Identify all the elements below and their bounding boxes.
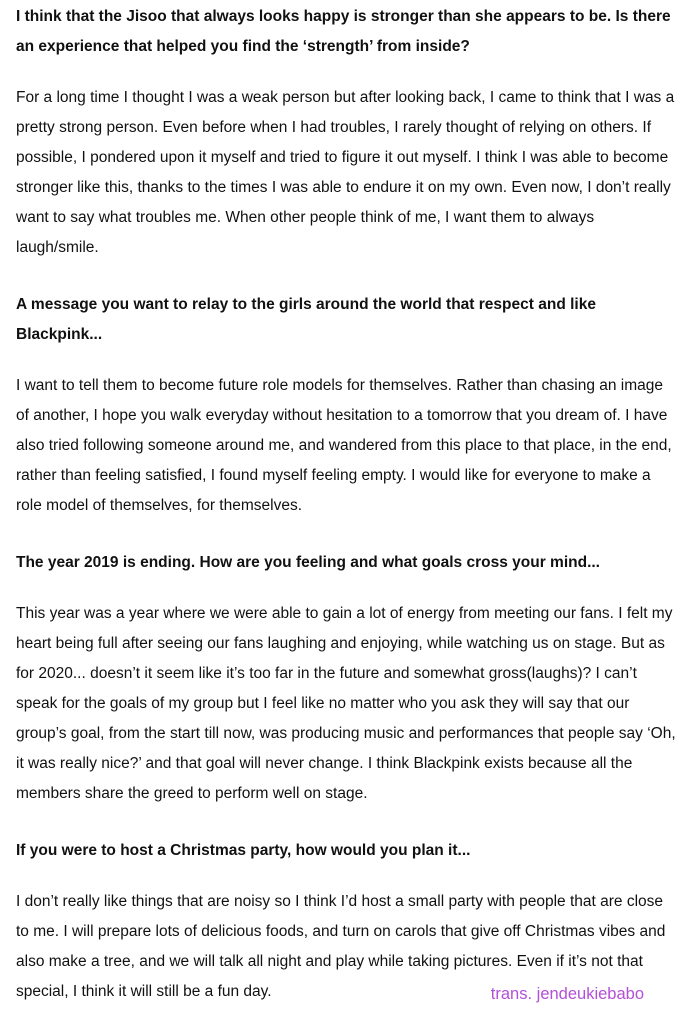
answer-strength: For a long time I thought I was a weak person but after looking back, I came to think that I was a pretty strong person. Even before when I had troubles, I rarely thought of relying on others. If possible, I pondered upon it myself and tried to figure it out myself. I think I was able to become stronger like this, thanks to the times I was able to endure it on my own. Even now, I don’t really want to say what troubles me. When other people think of me, I want them to always laugh/smile. (16, 89, 675, 256)
answer-message: I want to tell them to become future role models for themselves. Rather than chasing an image of another, I hope you walk everyday without hesitation to a tomorrow that you dream of. I have also tried following someone around me, and wandered from this place to that place, in the end, rather than feeling satisfied, I found myself feeling empty. I would like for everyone to make a role model of themselves, for themselves. (16, 377, 672, 514)
question-christmas: If you were to host a Christmas party, how would you plan it... (16, 842, 471, 859)
qa-block-year-2019 (16, 548, 676, 809)
question-message: A message you want to relay to the girls around the world that respect and like Blackpink... (16, 296, 596, 343)
question-year-2019: The year 2019 is ending. How are you feeling and what goals cross your mind... (16, 554, 600, 571)
answer-year-2019: This year was a year where we were able to gain a lot of energy from meeting our fans. I felt my heart being full after seeing our fans laughing and enjoying, while watching us on stage. But as for 2020... doesn’t it seem like it’s too far in the future and somewhat gross(laughs)? I can’t speak for the goals of my group but I feel like no matter who you ask they will say that our group’s goal, from the start till now, was producing music and performances that people say ‘Oh, it was really nice?’ and that goal will never change. I think Blackpink exists because all the members share the greed to perform well on stage. (16, 605, 676, 802)
answer-christmas: I don’t really like things that are noisy so I think I’d host a small party with people that are close to me. I will prepare lots of delicious foods, and turn on carols that give off Christmas vibes and also make a tree, and we will talk all night and play while taking pictures. Even if it’s not that special, I think it will still be a fun day. (16, 893, 666, 1000)
translator-credit: trans. jendeukiebabo (490, 985, 644, 1003)
qa-block-christmas (16, 836, 676, 1007)
qa-block-message (16, 290, 676, 521)
question-strength: I think that the Jisoo that always looks happy is stronger than she appears to be. Is there an experience that helped you find the ‘strength’ from inside? (16, 8, 671, 55)
qa-block-strength (16, 2, 676, 263)
interview-document (16, 2, 676, 1034)
